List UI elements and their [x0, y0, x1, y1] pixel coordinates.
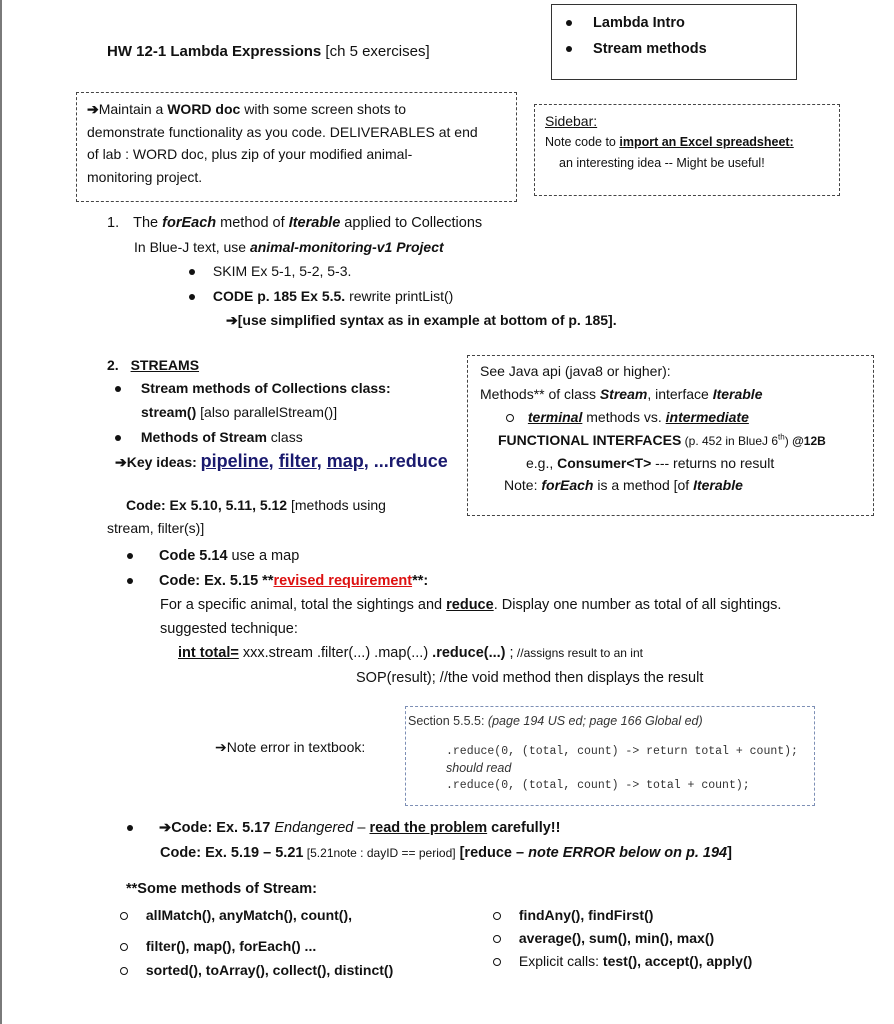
text: Code: Ex 5.10, 5.11, 5.12: [126, 497, 288, 513]
text: intermediate: [665, 409, 749, 425]
text: Maintain a: [98, 101, 168, 117]
text: rewrite printList(): [345, 288, 454, 304]
text: ): [784, 434, 793, 448]
list-item: [493, 930, 714, 946]
text: filter: [278, 451, 317, 471]
list-item: [506, 409, 749, 425]
text: @12B: [792, 434, 826, 448]
text: is a method [of: [593, 477, 694, 493]
text: In Blue-J text, use: [134, 239, 250, 255]
text: sorted(), toArray(), collect(), distinct(): [145, 962, 394, 978]
technique-line: [178, 645, 643, 661]
bullet-icon: [115, 435, 121, 441]
list-item: [127, 820, 560, 836]
section1-heading: [107, 215, 482, 231]
sidebar-note: [545, 135, 794, 149]
list-item: [160, 845, 732, 861]
text: pipeline: [200, 451, 269, 471]
bullet-icon: [566, 20, 572, 26]
text: methods vs.: [582, 409, 666, 425]
text: Code: Ex. 5.19 – 5.21: [160, 845, 304, 861]
bullet-icon: [566, 46, 572, 52]
text: suggested technique:: [160, 621, 298, 637]
doc-title-sub: [ch 5 exercises]: [325, 43, 430, 60]
text: SKIM Ex 5-1, 5-2, 5-3.: [212, 263, 352, 279]
text: STREAMS: [130, 357, 200, 373]
bullet-icon: [127, 553, 133, 559]
text: forEach: [541, 477, 594, 493]
bullet-icon: [189, 269, 195, 275]
text: Consumer<T>: [557, 455, 652, 471]
text: class: [266, 429, 303, 445]
text: [5.21note : dayID == period]: [303, 846, 456, 860]
topic-label: Stream methods: [593, 41, 707, 57]
code-line: [126, 497, 386, 513]
topic-item: [566, 41, 707, 57]
text: th: [778, 432, 785, 442]
text: Code: Ex. 5.17: [171, 820, 271, 836]
text: WORD doc: [167, 101, 241, 117]
text: use a map: [227, 548, 300, 564]
list-item: [120, 938, 316, 954]
text: **: [258, 573, 274, 589]
list-item: [120, 907, 352, 923]
text: --- returns no result: [651, 455, 775, 471]
circle-bullet-icon: [493, 912, 501, 920]
text: 1.: [107, 215, 120, 231]
text: //assigns result to an int: [513, 646, 643, 660]
text: Iterable: [288, 215, 341, 231]
error-label: ➔Note error in textbook:: [215, 739, 366, 755]
text: method of: [216, 215, 289, 231]
text: CODE p. 185 Ex 5.5.: [212, 288, 346, 304]
text: Iterable: [693, 477, 743, 493]
text: [504, 477, 743, 493]
text: applied to Collections: [340, 215, 483, 231]
bullet-icon: [127, 578, 133, 584]
text: , interface: [647, 386, 713, 402]
text: **:: [412, 573, 429, 589]
text: [480, 386, 763, 402]
list-item: [115, 429, 303, 445]
text: animal-monitoring-v1 Project: [249, 239, 444, 255]
list-item: [493, 907, 653, 923]
arrow-icon: ➔: [87, 101, 99, 117]
text: [498, 432, 826, 448]
text: xxx.stream .filter(...) .map(...): [238, 645, 429, 661]
circle-bullet-icon: [120, 943, 128, 951]
text: Stream: [599, 386, 648, 402]
doc-title: [107, 43, 430, 60]
text: allMatch(), anyMatch(), count(),: [145, 907, 353, 923]
list-item: [120, 962, 393, 978]
text: demonstrate functionality as you code. DELIVERABLES at end: [87, 123, 478, 140]
text: ...reduce: [373, 451, 448, 471]
key-ideas: ➔Key ideas: pipeline, filter, map, ...reduce: [115, 451, 448, 471]
bullet-icon: [127, 825, 133, 831]
text: note ERROR below on p. 194: [528, 845, 728, 861]
list-item: [189, 288, 453, 304]
text: test(), accept(), apply(): [602, 953, 753, 969]
section2-heading: [107, 357, 199, 373]
code-text: .reduce(0, (total, count) -> total + count);: [446, 779, 750, 792]
text: Note:: [504, 477, 542, 493]
bullet-icon: [115, 386, 121, 392]
text: reduce: [446, 597, 494, 613]
code-line: stream, filter(s)]: [107, 520, 205, 536]
text: ➔: [159, 820, 172, 836]
list-item: [127, 548, 299, 564]
sidebar-box: [534, 104, 840, 196]
text: (page 194 US ed; page 166 Global ed): [484, 714, 703, 728]
text: e.g.,: [526, 455, 558, 471]
text: Endangered: [270, 820, 354, 836]
text: forEach: [162, 215, 217, 231]
list-item-line2: [141, 404, 337, 420]
text: Stream methods of Collections class:: [140, 380, 391, 396]
text: filter(), map(), forEach() ...: [145, 938, 317, 954]
text: ➔Key ideas:: [115, 454, 201, 470]
text: 2.: [107, 357, 119, 373]
text: terminal: [527, 409, 583, 425]
text: .reduce(...): [428, 645, 506, 661]
text: Code 5.14: [159, 548, 228, 564]
text: of lab : WORD doc, plus zip of your modified animal-: [87, 146, 413, 162]
text: See Java api (java8 or higher):: [480, 363, 671, 379]
section1-line2: [134, 239, 444, 255]
text: . Display one number as total of all sightings.: [493, 597, 782, 613]
circle-bullet-icon: [493, 935, 501, 943]
text: Methods** of class: [480, 386, 600, 402]
topics-box: [551, 4, 797, 80]
text: stream(): [141, 404, 197, 420]
text: The: [133, 215, 163, 231]
text: [reduce –: [455, 845, 529, 861]
text: ]: [727, 845, 732, 861]
list-item: [115, 380, 391, 396]
text: (p. 452 in BlueJ 6: [681, 434, 779, 448]
text: For a specific animal, total the sightings and: [160, 597, 447, 613]
text: with some screen shots to: [240, 101, 407, 117]
list-item: [189, 263, 351, 279]
topic-item: [566, 15, 685, 31]
topic-label: Lambda Intro: [593, 15, 685, 31]
code-text: .reduce(0, (total, count) -> return total + count);: [446, 745, 798, 758]
circle-bullet-icon: [120, 912, 128, 920]
text: Note code to: [545, 135, 620, 149]
text: [also parallelStream()]: [196, 404, 338, 420]
text: Code: Ex. 5.15: [159, 573, 259, 589]
text: average(), sum(), min(), max(): [518, 930, 715, 946]
circle-bullet-icon: [506, 414, 514, 422]
circle-bullet-icon: [120, 967, 128, 975]
text: int total=: [178, 645, 239, 661]
text: [methods using: [287, 497, 386, 513]
maintain-box: [76, 92, 517, 202]
api-box: [467, 355, 874, 516]
sidebar-title: Sidebar:: [545, 113, 598, 129]
text: monitoring project.: [87, 168, 203, 185]
text: carefully!!: [487, 820, 561, 836]
doc-title-main: HW 12-1 Lambda Expressions: [107, 43, 322, 60]
text: revised requirement: [273, 573, 413, 589]
text: Methods of Stream: [140, 429, 267, 445]
text: read the problem: [369, 820, 488, 836]
text: Section 5.5.5:: [408, 714, 485, 728]
error-box: [405, 706, 815, 806]
text: FUNCTIONAL INTERFACES: [498, 432, 682, 448]
list-item: [127, 573, 428, 589]
circle-bullet-icon: [493, 958, 501, 966]
text: should read: [446, 761, 512, 775]
text: findAny(), findFirst(): [518, 907, 654, 923]
text: SOP(result); //the void method then displays the result: [356, 670, 704, 686]
sidebar-line: an interesting idea -- Might be useful!: [559, 156, 765, 170]
list-item: [493, 953, 752, 969]
text: Explicit calls:: [518, 953, 603, 969]
text: [408, 714, 703, 728]
page-edge: [0, 0, 2, 1024]
text: Iterable: [712, 386, 763, 402]
arrow-note: ➔[use simplified syntax as in example at bottom of p. 185].: [226, 312, 617, 328]
text: map: [326, 451, 364, 471]
text: –: [353, 820, 370, 836]
text: ;: [505, 645, 514, 661]
text: [526, 455, 774, 471]
methods-title: **Some methods of Stream:: [126, 881, 317, 897]
excel-link[interactable]: import an Excel spreadsheet:: [619, 135, 794, 149]
text: [160, 597, 781, 613]
bullet-icon: [189, 294, 195, 300]
